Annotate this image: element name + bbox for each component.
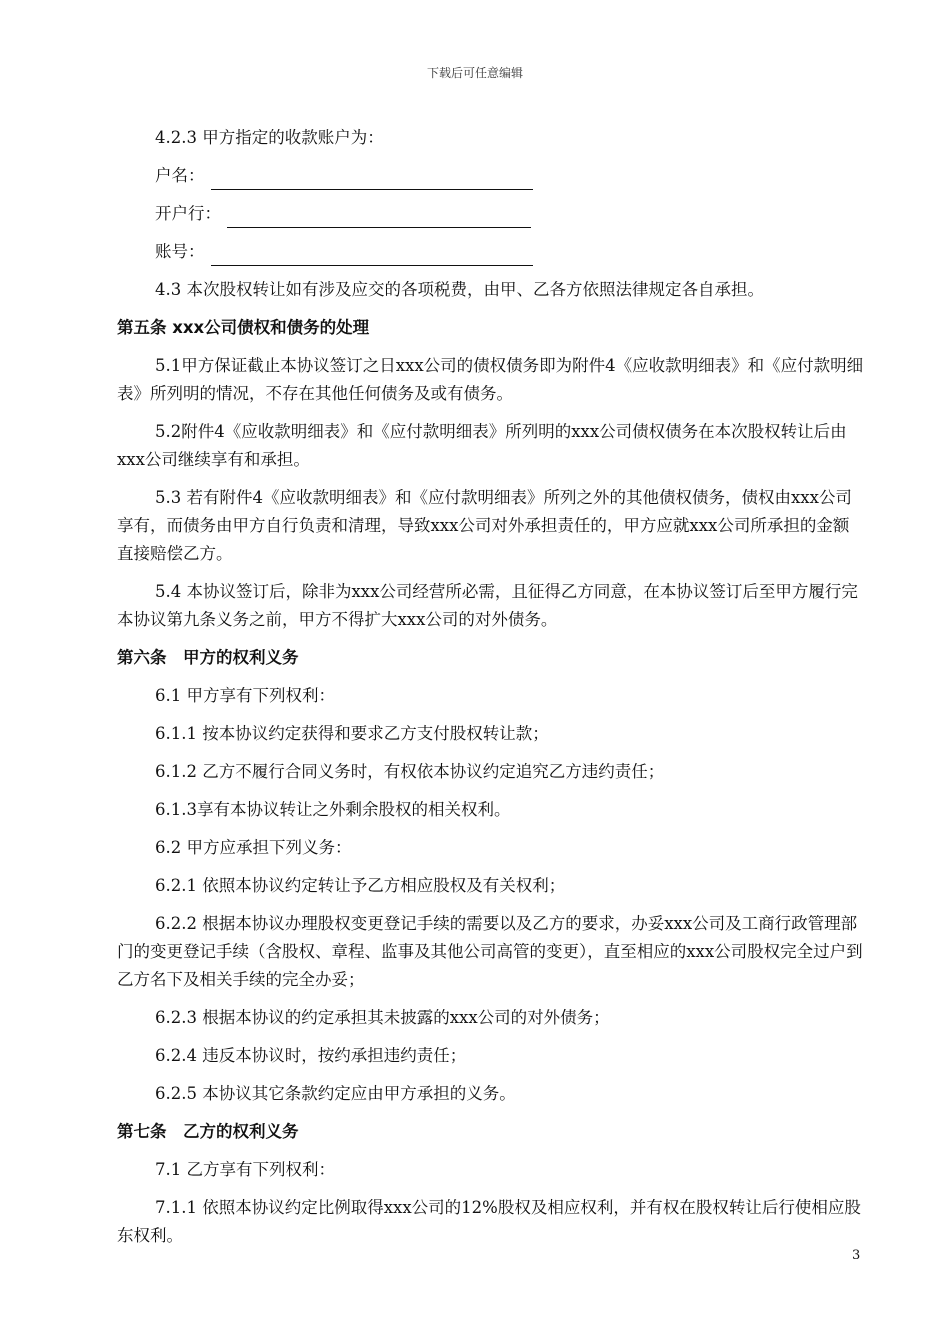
paragraph: 7.1.1 依照本协议约定比例取得xxx公司的12%股权及相应权利，并有权在股权转让后行使相应股东权利。 [117, 1198, 861, 1245]
section-heading: 第五条 xxx公司债权和债务的处理 [117, 318, 370, 337]
blank-field [155, 200, 865, 228]
paragraph: 6.2.5 本协议其它条款约定应由甲方承担的义务。 [155, 1084, 516, 1103]
paragraph: 6.1.1 按本协议约定获得和要求乙方支付股权转让款； [155, 724, 549, 743]
field-label: 账号： [155, 242, 205, 261]
page-number: 3 [852, 1248, 861, 1263]
paragraph: 5.3 若有附件4《应收款明细表》和《应付款明细表》所列之外的其他债权债务，债权由xxx公司享有，而债务由甲方自行负责和清理，导致xxx公司对外承担责任的，甲方应就xxx公司所承担的金额直接赔偿乙方。 [117, 488, 852, 563]
field-label: 户名： [155, 166, 205, 185]
paragraph: 5.1甲方保证截止本协议签订之日xxx公司的债权债务即为附件4《应收款明细表》和《应付款明细表》所列明的情况，不存在其他任何债务及或有债务。 [117, 356, 864, 403]
blank-underline [211, 243, 533, 266]
blank-field [155, 162, 865, 190]
blank-underline [211, 167, 533, 190]
paragraph: 4.2.3 甲方指定的收款账户为： [155, 128, 384, 147]
blank-underline [227, 205, 531, 228]
paragraph: 5.2附件4《应收款明细表》和《应付款明细表》所列明的xxx公司债权债务在本次股权转让后由xxx公司继续享有和承担。 [117, 422, 847, 469]
page-header: 下载后可任意编辑 [426, 66, 523, 80]
paragraph: 7.1 乙方享有下列权利： [155, 1160, 335, 1179]
paragraph: 5.4 本协议签订后，除非为xxx公司经营所必需，且征得乙方同意，在本协议签订后至甲方履行完本协议第九条义务之前，甲方不得扩大xxx公司的对外债务。 [117, 582, 858, 629]
section-heading: 第六条 甲方的权利义务 [117, 648, 299, 667]
paragraph: 6.2.2 根据本协议办理股权变更登记手续的需要以及乙方的要求，办妥xxx公司及工商行政管理部门的变更登记手续（含股权、章程、监事及其他公司高管的变更），直至相应的xxx公司股权完全过户到乙方名下及相关手续的完全办妥； [117, 914, 863, 989]
paragraph: 6.2.4 违反本协议时，按约承担违约责任； [155, 1046, 467, 1065]
document-body [117, 124, 865, 1260]
paragraph: 6.1.3享有本协议转让之外剩余股权的相关权利。 [155, 800, 511, 819]
blank-field [155, 238, 865, 266]
field-label: 开户行： [155, 204, 221, 223]
paragraph: 6.1.2 乙方不履行合同义务时，有权依本协议约定追究乙方违约责任； [155, 762, 665, 781]
paragraph: 6.2.3 根据本协议的约定承担其未披露的xxx公司的对外债务； [155, 1008, 610, 1027]
paragraph: 6.2.1 依照本协议约定转让予乙方相应股权及有关权利； [155, 876, 566, 895]
paragraph: 6.1 甲方享有下列权利： [155, 686, 335, 705]
paragraph: 6.2 甲方应承担下列义务： [155, 838, 352, 857]
paragraph: 4.3 本次股权转让如有涉及应交的各项税费，由甲、乙各方依照法律规定各自承担。 [155, 280, 764, 299]
section-heading: 第七条 乙方的权利义务 [117, 1122, 299, 1141]
